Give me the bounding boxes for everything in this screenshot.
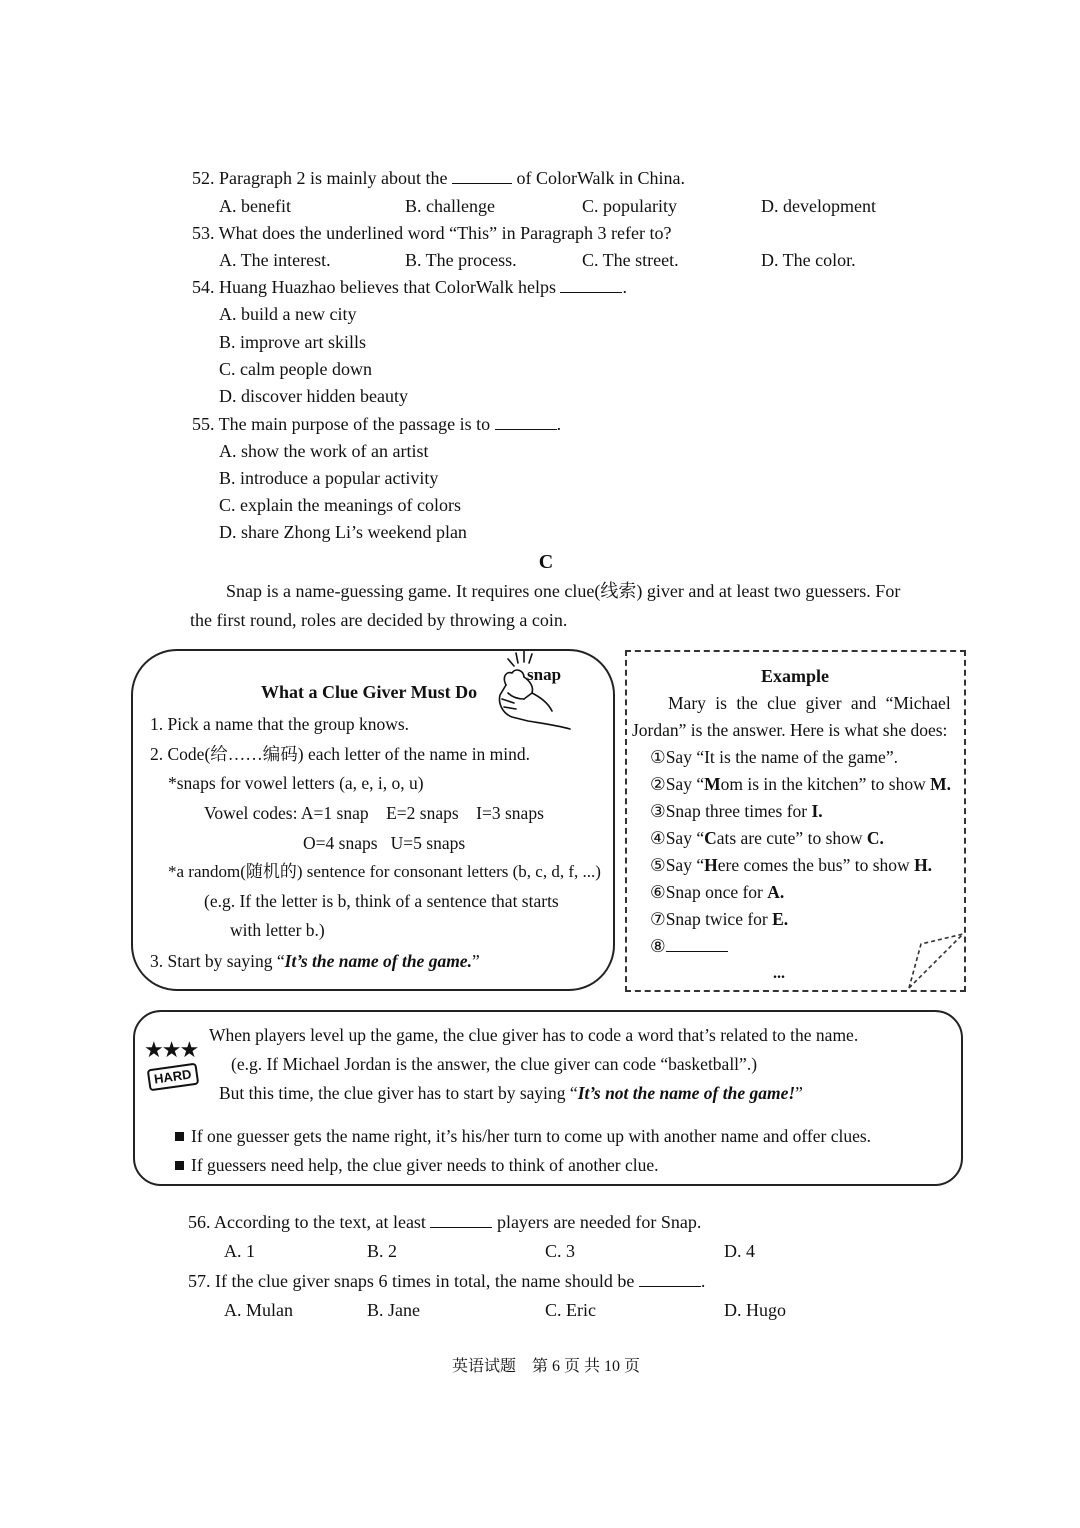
option-d: D. The color. xyxy=(761,250,856,270)
question-55-end: . xyxy=(556,414,562,434)
option-c: C. popularity xyxy=(582,196,677,216)
s4-pre: ④Say “ xyxy=(650,828,705,848)
option-b: B. Jane xyxy=(367,1300,420,1320)
option-c: C. explain the meanings of colors xyxy=(219,495,461,515)
s5-letter: H xyxy=(704,855,718,875)
footer-page-number: 第 6 页 共 10 页 xyxy=(532,1358,641,1375)
option-b: B. introduce a popular activity xyxy=(219,468,439,488)
s7-letter: E. xyxy=(772,909,789,929)
rule-step-1: 1. Pick a name that the group knows. xyxy=(150,714,410,734)
example-step-5 xyxy=(650,854,932,876)
s7-pre: ⑦Snap twice for xyxy=(650,909,773,929)
s4-letter: C xyxy=(704,828,717,848)
question-56-text: 56. According to the text, at least xyxy=(188,1212,426,1232)
option-a: A. build a new city xyxy=(219,304,357,324)
hard-line-2: (e.g. If Michael Jordan is the answer, the clue giver can code “basketball”.) xyxy=(231,1054,758,1074)
example-step-7 xyxy=(650,908,788,930)
s3-letter: I. xyxy=(811,801,823,821)
s2-mid: om is in the kitchen” to show xyxy=(720,774,931,794)
rule-step-3 xyxy=(150,950,480,972)
s2-letter: M xyxy=(704,774,721,794)
option-a: A. The interest. xyxy=(219,250,331,270)
s5-mid: ere comes the bus” to show xyxy=(717,855,915,875)
option-b: B. challenge xyxy=(405,196,495,216)
vowel-rule: *snaps for vowel letters (a, e, i, o, u) xyxy=(168,773,424,793)
footer-subject: 英语试题 xyxy=(451,1358,516,1375)
vowel-codes-1: Vowel codes: A=1 snap E=2 snaps I=3 snaps xyxy=(204,803,544,823)
hard-bullet-2 xyxy=(175,1154,658,1176)
question-53: 53. What does the underlined word “This” in Paragraph 3 refer to? xyxy=(192,223,672,243)
hard-line-3-quote: It’s not the name of the game! xyxy=(577,1083,796,1103)
question-54-end: . xyxy=(622,277,627,297)
hard-line-3-post: ” xyxy=(795,1083,803,1103)
example-note-1: (e.g. If the letter is b, think of a sentence that starts xyxy=(204,891,559,911)
question-54 xyxy=(192,276,627,298)
answer-blank xyxy=(666,935,728,952)
step-3-quote: It’s the name of the game. xyxy=(284,951,472,971)
snap-label: snap xyxy=(527,665,562,684)
rule-step-2: 2. Code(给……编码) each letter of the name in mind. xyxy=(150,744,531,764)
question-57-text: 57. If the clue giver snaps 6 times in total, the name should be xyxy=(188,1271,635,1291)
example-step-8 xyxy=(650,935,728,957)
option-a: A. 1 xyxy=(224,1241,255,1261)
example-step-3 xyxy=(650,800,823,822)
question-56 xyxy=(188,1211,701,1233)
stars-icon: ★★★ xyxy=(144,1037,198,1062)
page-curl-icon xyxy=(907,930,965,992)
vowel-codes-2: O=4 snaps U=5 snaps xyxy=(303,833,466,853)
bullet-1-text: If one guesser gets the name right, it’s his/her turn to come up with another name and offer clues. xyxy=(191,1126,872,1146)
s6-pre: ⑥Snap once for xyxy=(650,882,768,902)
snapping-hand-icon xyxy=(478,651,578,731)
s5-end: H. xyxy=(914,855,933,875)
option-a: A. Mulan xyxy=(224,1300,293,1320)
intro-line-1: Snap is a name-guessing game. It requires one clue(线索) giver and at least two guessers. For xyxy=(226,581,901,601)
question-55 xyxy=(192,413,561,435)
example-line-2: Jordan” is the answer. Here is what she does: xyxy=(632,720,948,740)
option-d: D. Hugo xyxy=(724,1300,786,1320)
option-c: C. The street. xyxy=(582,250,679,270)
intro-line-2: the first round, roles are decided by throwing a coin. xyxy=(190,610,568,630)
answer-blank xyxy=(430,1211,492,1228)
option-b: B. 2 xyxy=(367,1241,398,1261)
option-c: C. 3 xyxy=(545,1241,576,1261)
example-note-2: with letter b.) xyxy=(230,920,325,940)
option-a: A. benefit xyxy=(219,196,291,216)
option-d: D. share Zhong Li’s weekend plan xyxy=(219,522,467,542)
answer-blank xyxy=(560,276,622,293)
question-57-end: . xyxy=(700,1271,706,1291)
s8-number: ⑧ xyxy=(650,936,666,956)
example-step-6 xyxy=(650,881,784,903)
ellipsis: ... xyxy=(773,965,785,982)
example-step-2 xyxy=(650,773,951,795)
question-54-text: 54. Huang Huazhao believes that ColorWalk helps xyxy=(192,277,556,297)
answer-blank xyxy=(495,413,557,430)
s4-end: C. xyxy=(866,828,884,848)
option-a: A. show the work of an artist xyxy=(219,441,429,461)
example-title: Example xyxy=(761,666,830,686)
question-52 xyxy=(192,167,685,189)
page-footer xyxy=(0,1353,1080,1376)
option-d: D. 4 xyxy=(724,1241,755,1261)
option-c: C. Eric xyxy=(545,1300,596,1320)
step-3-suffix: ” xyxy=(471,951,480,971)
bullet-icon xyxy=(175,1132,184,1141)
rules-title: What a Clue Giver Must Do xyxy=(261,682,478,702)
question-52-text: 52. Paragraph 2 is mainly about the xyxy=(192,168,448,188)
example-line-1: Mary is the clue giver and “Michael xyxy=(668,693,951,713)
s4-mid: ats are cute” to show xyxy=(716,828,867,848)
s2-pre: ②Say “ xyxy=(650,774,705,794)
step-3-prefix: 3. Start by saying “ xyxy=(150,951,285,971)
s3-pre: ③Snap three times for xyxy=(650,801,812,821)
option-b: B. improve art skills xyxy=(219,332,366,352)
question-57 xyxy=(188,1270,705,1292)
s2-end: M. xyxy=(930,774,952,794)
hard-bullet-1 xyxy=(175,1125,871,1147)
question-56-text-end: players are needed for Snap. xyxy=(496,1212,702,1232)
section-heading: C xyxy=(538,551,554,573)
s6-letter: A. xyxy=(767,882,785,902)
hard-line-3-pre: But this time, the clue giver has to start by saying “ xyxy=(219,1083,578,1103)
answer-blank xyxy=(452,167,512,184)
example-step-1: ①Say “It is the name of the game”. xyxy=(650,747,898,767)
consonant-rule: *a random(随机的) sentence for consonant letters (b, c, d, f, ...) xyxy=(168,862,601,881)
option-c: C. calm people down xyxy=(219,359,372,379)
bullet-2-text: If guessers need help, the clue giver needs to think of another clue. xyxy=(191,1155,659,1175)
answer-blank xyxy=(639,1270,701,1287)
example-step-4 xyxy=(650,827,884,849)
s5-pre: ⑤Say “ xyxy=(650,855,705,875)
question-55-text: 55. The main purpose of the passage is to xyxy=(192,414,491,434)
option-b: B. The process. xyxy=(405,250,517,270)
hard-line-1: When players level up the game, the clue giver has to code a word that’s related to the name. xyxy=(209,1025,859,1045)
hard-line-3 xyxy=(219,1082,803,1104)
question-52-text-end: of ColorWalk in China. xyxy=(516,168,685,188)
bullet-icon xyxy=(175,1161,184,1170)
option-d: D. development xyxy=(761,196,876,216)
hard-badge: HARD xyxy=(147,1063,199,1092)
option-d: D. discover hidden beauty xyxy=(219,386,408,406)
